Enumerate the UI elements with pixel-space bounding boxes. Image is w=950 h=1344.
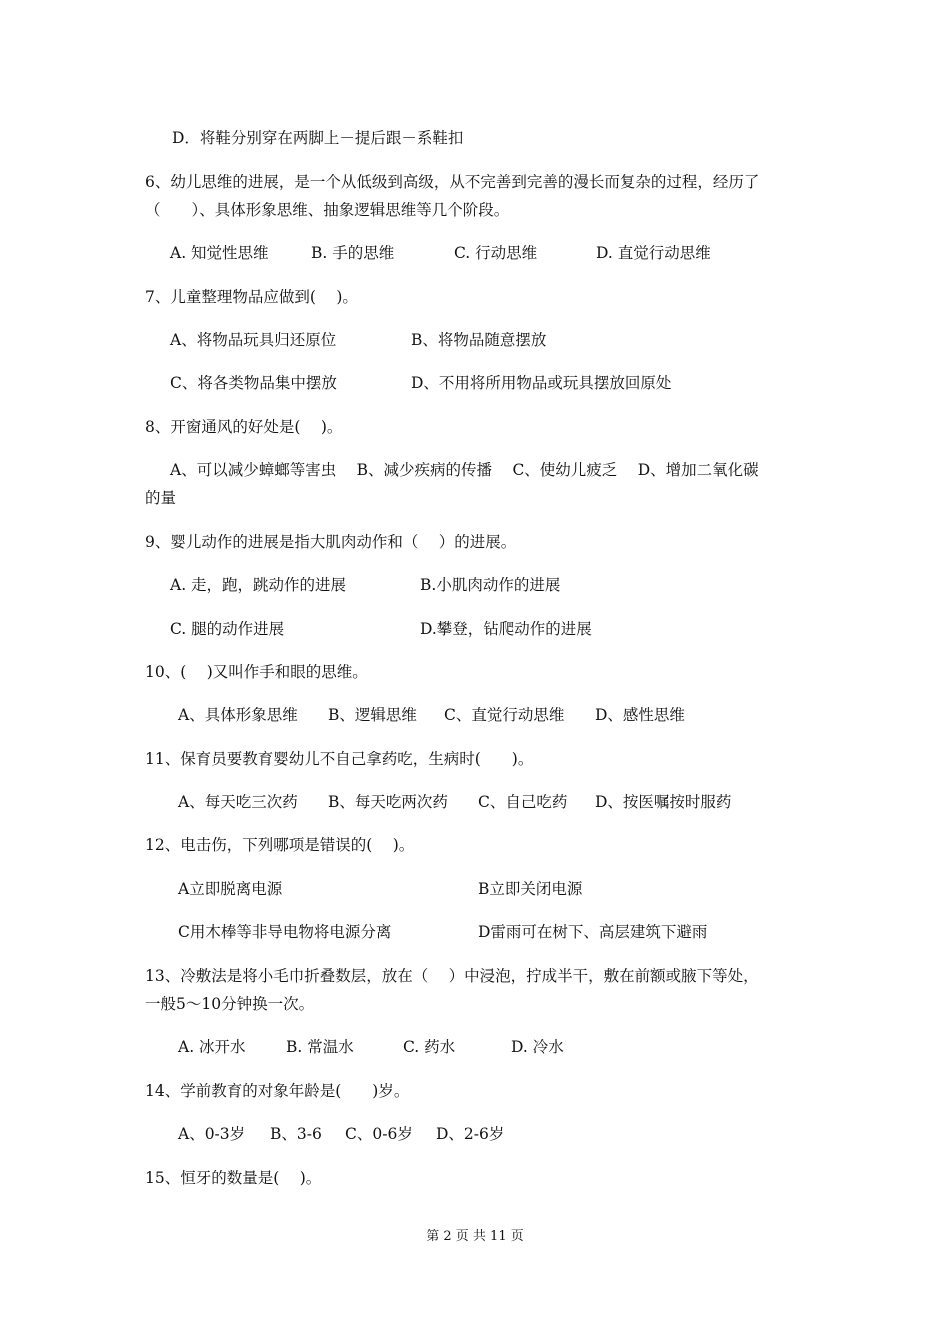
page-footer: 第 2 页 共 11 页 xyxy=(426,1229,524,1244)
q13-stem-line2: 一般5～10分钟换一次。 xyxy=(145,995,315,1013)
q7-option-b: B、将物品随意摆放 xyxy=(411,331,547,349)
q11-option-a: A、每天吃三次药 xyxy=(178,793,298,811)
q10-stem: 10、( )又叫作手和眼的思维。 xyxy=(145,663,368,681)
q8-stem: 8、开窗通风的好处是( )。 xyxy=(145,418,343,436)
q14-option-d: D、2-6岁 xyxy=(436,1125,505,1143)
q14-option-b: B、3-6 xyxy=(270,1125,322,1143)
q12-option-c: C用木棒等非导电物将电源分离 xyxy=(178,923,392,941)
q6-option-b: B. 手的思维 xyxy=(311,244,395,262)
q10-option-b: B、逻辑思维 xyxy=(328,706,417,724)
q9-option-c: C. 腿的动作进展 xyxy=(170,620,285,638)
q15-stem: 15、恒牙的数量是( )。 xyxy=(145,1169,322,1187)
q11-option-d: D、按医嘱按时服药 xyxy=(595,793,732,811)
q13-option-c: C. 药水 xyxy=(403,1038,456,1056)
q8-options-line: A、可以减少蟑螂等害虫 B、减少疾病的传播 C、使幼儿疲乏 D、增加二氧化碳 xyxy=(170,461,759,479)
q9-option-a: A. 走，跑，跳动作的进展 xyxy=(170,576,347,594)
q9-option-d: D.攀登，钻爬动作的进展 xyxy=(420,620,592,638)
q11-option-c: C、自己吃药 xyxy=(478,793,568,811)
q6-stem-line2: （ ）、具体形象思维、抽象逻辑思维等几个阶段。 xyxy=(145,201,510,219)
q13-stem-line1: 13、冷敷法是将小毛巾折叠数层，放在（ ）中浸泡，拧成半干，敷在前额或腋下等处， xyxy=(145,967,759,985)
q6-option-a: A. 知觉性思维 xyxy=(170,244,269,262)
q6-stem-line1: 6、幼儿思维的进展，是一个从低级到高级，从不完善到完善的漫长而复杂的过程，经历了 xyxy=(145,173,760,191)
q12-stem: 12、电击伤，下列哪项是错误的( )。 xyxy=(145,836,415,854)
q8-options-wrap: 的量 xyxy=(145,489,177,507)
q12-option-d: D雷雨可在树下、高层建筑下避雨 xyxy=(478,923,708,941)
q7-stem: 7、儿童整理物品应做到( )。 xyxy=(145,288,358,306)
q11-option-b: B、每天吃两次药 xyxy=(328,793,448,811)
q7-option-d: D、不用将所用物品或玩具摆放回原处 xyxy=(411,374,672,392)
q13-option-a: A. 冰开水 xyxy=(178,1038,246,1056)
q5-option-d: D．将鞋分别穿在两脚上－提后跟－系鞋扣 xyxy=(172,129,464,147)
q7-option-c: C、将各类物品集中摆放 xyxy=(170,374,337,392)
q12-option-a: A立即脱离电源 xyxy=(178,880,283,898)
q10-option-d: D、感性思维 xyxy=(595,706,685,724)
q9-option-b: B.小肌肉动作的进展 xyxy=(420,576,561,594)
q10-option-a: A、具体形象思维 xyxy=(178,706,298,724)
q13-option-d: D. 冷水 xyxy=(511,1038,564,1056)
q13-option-b: B. 常温水 xyxy=(286,1038,354,1056)
q14-stem: 14、学前教育的对象年龄是( )岁。 xyxy=(145,1082,410,1100)
q6-option-c: C. 行动思维 xyxy=(454,244,538,262)
q10-option-c: C、直觉行动思维 xyxy=(444,706,565,724)
q9-stem: 9、婴儿动作的进展是指大肌肉动作和（ ）的进展。 xyxy=(145,533,517,551)
q14-option-c: C、0-6岁 xyxy=(345,1125,413,1143)
q7-option-a: A、将物品玩具归还原位 xyxy=(170,331,337,349)
q6-option-d: D. 直觉行动思维 xyxy=(596,244,711,262)
q14-option-a: A、0-3岁 xyxy=(178,1125,246,1143)
q12-option-b: B立即关闭电源 xyxy=(478,880,583,898)
q11-stem: 11、保育员要教育婴幼儿不自己拿药吃，生病时( )。 xyxy=(145,750,534,768)
